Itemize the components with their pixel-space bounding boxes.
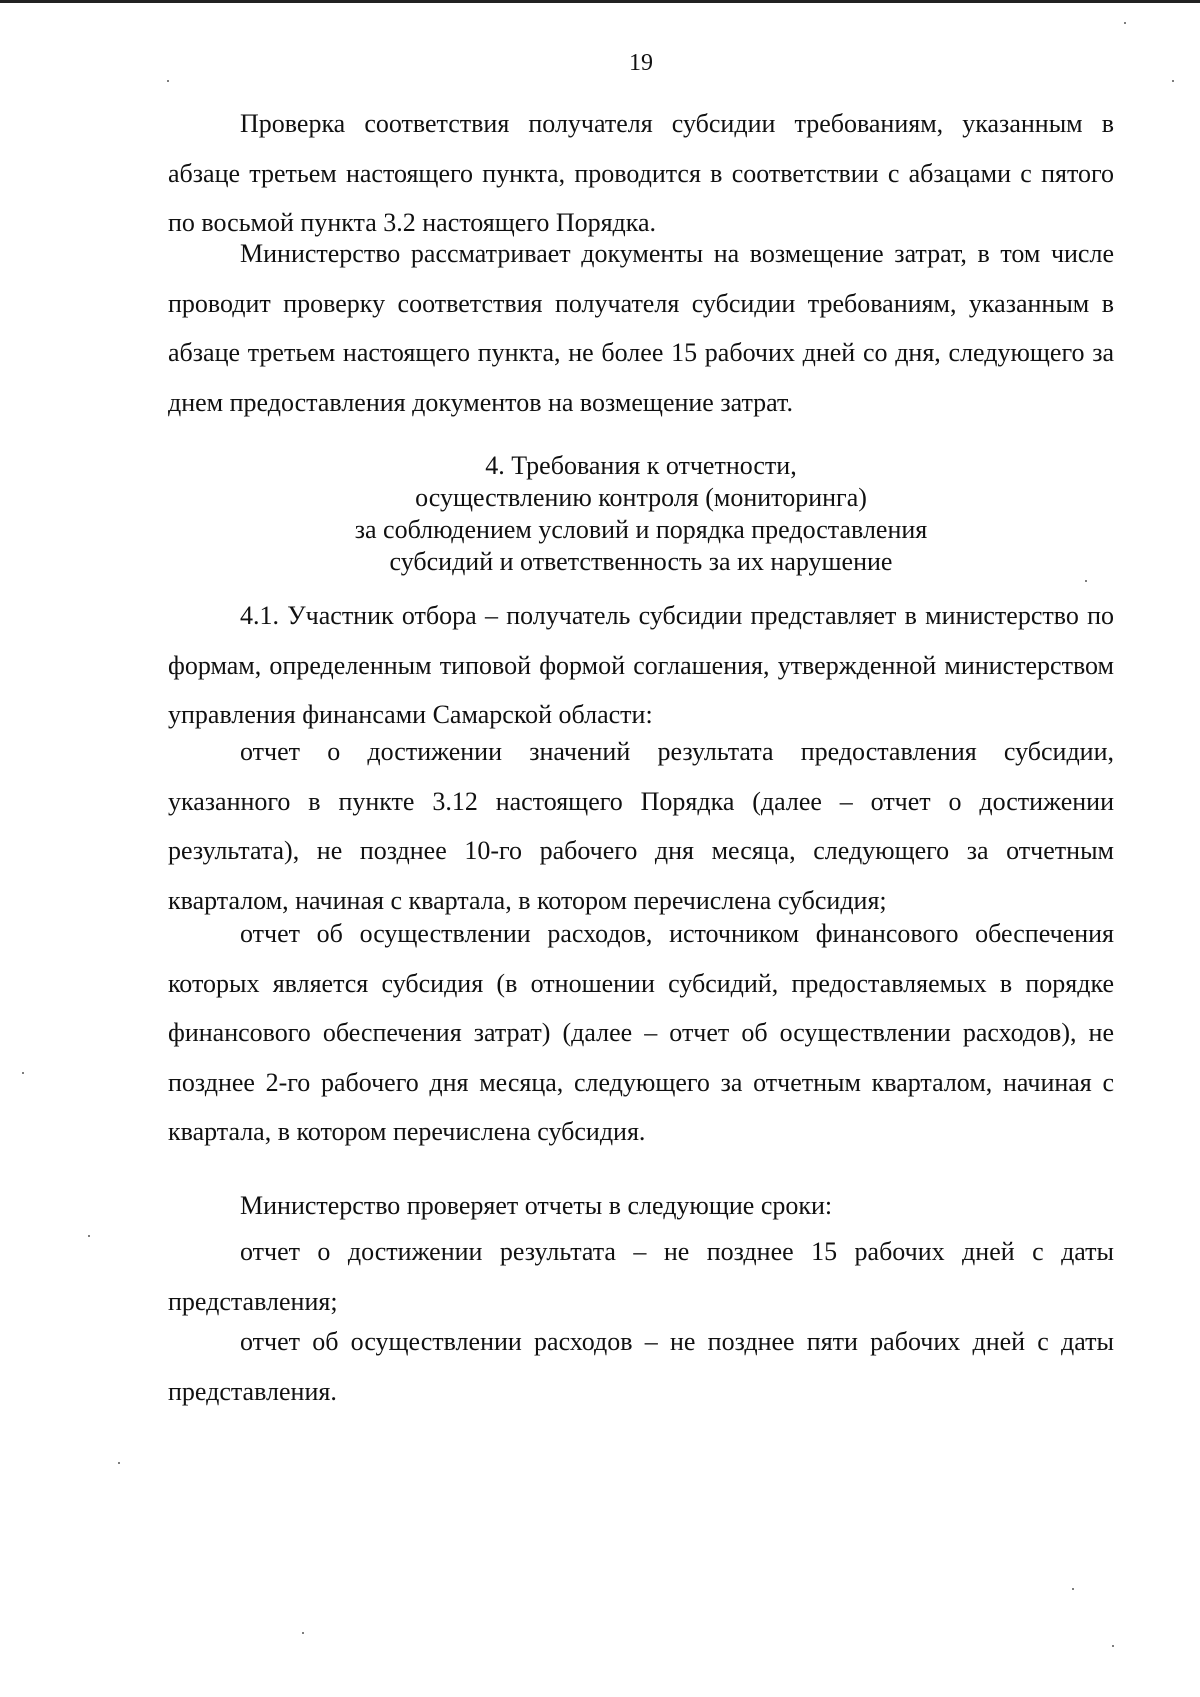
scan-speck — [1124, 22, 1126, 24]
paragraph-check-deadlines: Министерство проверяет отчеты в следующие сроки: — [240, 1191, 833, 1220]
paragraph-verification: Проверка соответствия получателя субсидии требованиям, указанным в абзаце третьем настоящего пункта, проводится в соответствии с абзацами с пятого по восьмой пункта 3.2 настоящего Порядка. — [168, 109, 1114, 237]
scan-top-edge — [0, 0, 1200, 3]
scan-speck — [1085, 580, 1087, 582]
scan-speck — [1072, 1588, 1074, 1590]
page-number: 19 — [629, 50, 653, 76]
paragraph-ministry-review: Министерство рассматривает документы на возмещение затрат, в том числе проводит проверку соответствия получателя субсидии требованиям, указанным в абзаце третьем настоящего пункта, не более 15 рабочих дней со дня, следующего за днем предоставления документов на возмещение затрат. — [168, 239, 1114, 417]
scan-speck — [302, 1632, 304, 1634]
paragraph-result-report: отчет о достижении значений результата предоставления субсидии, указанного в пункте 3.12 настоящего Порядка (далее – отчет о достижении результата), не позднее 10-го рабочего дня месяца, следующего за отчетным кварталом, начиная с квартала, в котором перечислена субсидия; — [168, 737, 1114, 915]
scan-speck — [118, 1462, 120, 1464]
paragraph-expense-deadline: отчет об осуществлении расходов – не позднее пяти рабочих дней с даты представления. — [168, 1327, 1114, 1406]
scan-speck — [1172, 80, 1174, 82]
section-heading-line-1: 4. Требования к отчетности, — [485, 451, 797, 480]
scan-speck — [22, 1072, 24, 1074]
scan-speck — [167, 80, 169, 82]
scan-speck — [1112, 1645, 1114, 1647]
section-heading-line-2: осуществлению контроля (мониторинга) — [415, 483, 867, 512]
paragraph-result-deadline: отчет о достижении результата – не позднее 15 рабочих дней с даты представления; — [168, 1237, 1114, 1316]
section-heading — [168, 450, 1114, 578]
scan-speck — [88, 1235, 90, 1237]
section-heading-line-3: за соблюдением условий и порядка предоставления — [354, 515, 928, 544]
paragraph-expense-report: отчет об осуществлении расходов, источником финансового обеспечения которых является субсидия (в отношении субсидий, предоставляемых в порядке финансового обеспечения затрат) (далее – отчет об осуществлении расходов), не позднее 2-го рабочего дня месяца, следующего за отчетным кварталом, начиная с квартала, в котором перечислена субсидия. — [168, 919, 1114, 1146]
section-heading-line-4: субсидий и ответственность за их нарушение — [389, 547, 893, 576]
paragraph-4-1: 4.1. Участник отбора – получатель субсидии представляет в министерство по формам, определенным типовой формой соглашения, утвержденной министерством управления финансами Самарской области: — [168, 601, 1114, 729]
